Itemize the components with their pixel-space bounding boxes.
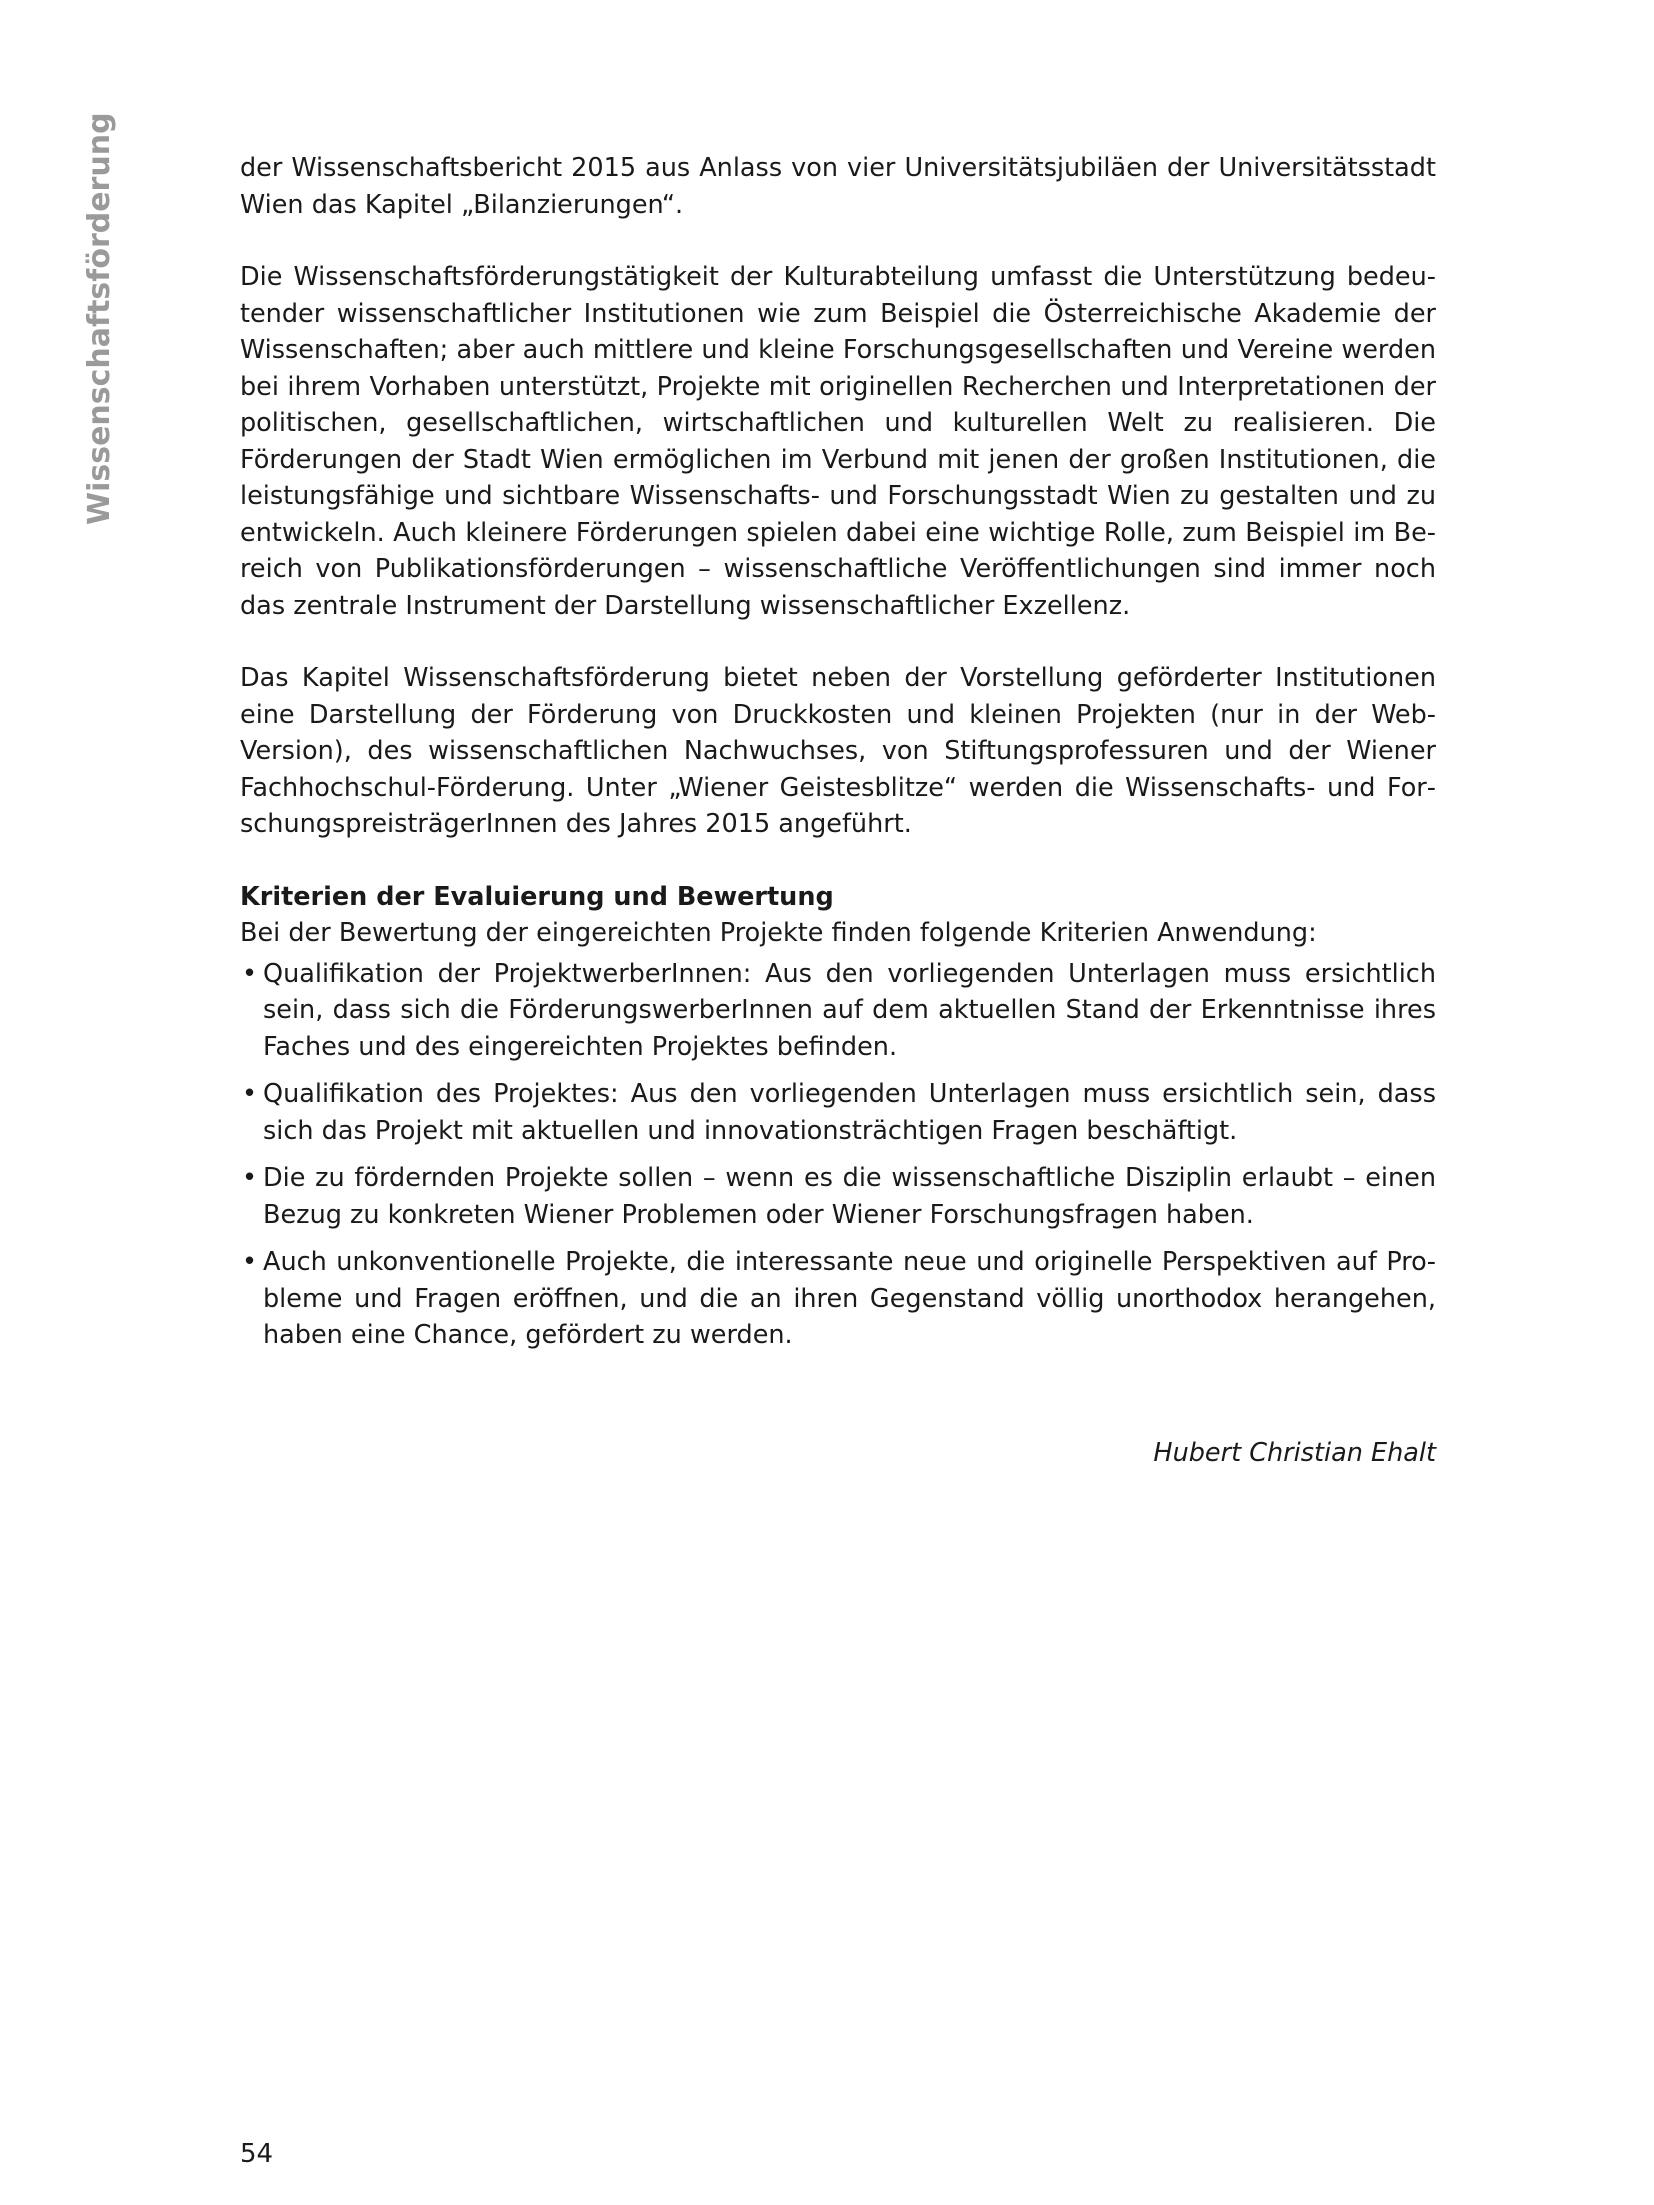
criteria-item-text: Die zu fördernden Projekte sollen – wenn es die wissenschaftliche Disziplin erlaubt – einen Bezug zu konkreten Wiener Problemen oder Wiener Forschungsfragen haben.	[263, 1163, 1436, 1230]
criteria-item-text: Auch unkonventionelle Projekte, die interessante neue und originelle Perspektiven auf Probleme und Fragen eröffnen, und die an ihren Gegenstand völlig unorthodox herangehen, haben eine Chance, gefördert zu werden.	[263, 1247, 1436, 1350]
criteria-item	[240, 1160, 1436, 1233]
bullet-icon: •	[242, 958, 258, 989]
criteria-intro: Bei der Bewertung der eingereichten Projekte finden folgende Kriterien Anwendung:	[240, 918, 1317, 948]
criteria-item-text: Qualifikation der ProjektwerberInnen: Aus den vorliegenden Unterlagen muss ersichtlich sein, dass sich die FörderungswerberInnen auf dem aktuellen Stand der Erkenntnisse ihres Faches und des eingereichten Projektes befinden.	[263, 958, 1436, 1062]
bullet-icon: •	[242, 1247, 258, 1277]
criteria-item	[240, 956, 1436, 1066]
criteria-list	[240, 956, 1436, 1354]
criteria-section	[240, 879, 1436, 1354]
criteria-item-text: Qualifikation des Projektes: Aus den vorliegenden Unterlagen muss ersichtlich sein, dass sich das Projekt mit aktuellen und innovationsträchtigen Fragen beschäftigt.	[263, 1079, 1436, 1146]
page-number: 54	[240, 2139, 274, 2169]
paragraph-chapter-overview: Das Kapitel Wissenschaftsförderung bietet neben der Vorstellung geförderter Institutionen eine Darstellung der Förderung von Druckkosten und kleinen Projekten (nur in der Web-Version), des wissenschaftlichen Nachwuchses, von Stiftungsprofessuren und der Wiener Fachhochschul-Förderung. Unter „Wiener Geistesblitze“ werden die Wissenschafts- und ForschungspreisträgerInnen des Jahres 2015 angeführt.	[240, 663, 1436, 839]
page-content	[240, 150, 1436, 1365]
author-signature: Hubert Christian Ehalt	[1153, 1438, 1436, 1468]
criteria-item	[240, 1244, 1436, 1354]
criteria-heading: Kriterien der Evaluierung und Bewertung	[240, 881, 834, 912]
paragraph-funding-activities: Die Wissenschaftsförderungstätigkeit der Kulturabteilung umfasst die Unterstützung bedeutender wissenschaftlicher Institutionen wie zum Beispiel die Österreichische Akademie der Wissenschaften; aber auch mittlere und kleine Forschungsgesellschaften und Vereine werden bei ihrem Vorhaben unterstützt, Projekte mit originellen Recherchen und Interpretationen der politischen, gesellschaftlichen, wirtschaftlichen und kulturellen Welt zu realisieren. Die Förderungen der Stadt Wien ermöglichen im Verbund mit jenen der großen Institutionen, die leistungsfähige und sichtbare Wissenschafts- und Forschungsstadt Wien zu gestalten und zu entwickeln. Auch kleinere Förderungen spielen dabei eine wichtige Rolle, zum Beispiel im Bereich von Publikationsförderungen – wissenschaftliche Veröffentlichungen sind immer noch das zentrale Instrument der Darstellung wissenschaftlicher Exzellenz.	[240, 262, 1436, 621]
paragraph-intro-continuation: der Wissenschaftsbericht 2015 aus Anlass von vier Universitätsjubiläen der Universitätsstadt Wien das Kapitel „Bilanzierungen“.	[240, 153, 1436, 220]
criteria-item	[240, 1076, 1436, 1149]
bullet-icon: •	[242, 1163, 258, 1193]
chapter-side-label	[80, 112, 120, 525]
chapter-side-label-text: Wissenschaftsförderung	[82, 112, 117, 525]
bullet-icon: •	[242, 1079, 258, 1109]
